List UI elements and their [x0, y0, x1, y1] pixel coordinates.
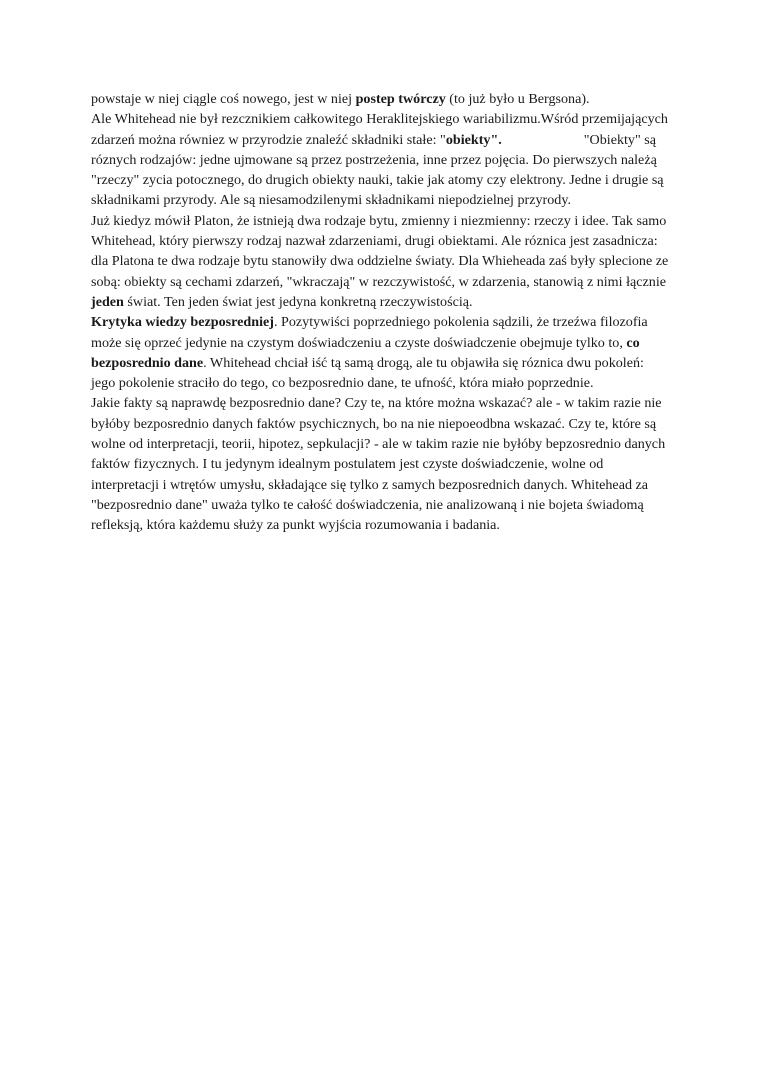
- text-line: [91, 231, 671, 251]
- text-line: [91, 190, 671, 210]
- text-segment: faktów fizycznych. I tu jedynym idealnym postulatem jest czyste doświadczenie, wolne od: [91, 456, 604, 473]
- bold-text: postep twórczy: [355, 91, 446, 107]
- text-segment: "rzeczy" zycia potocznego, do drugich obiekty nauki, takie jak atomy czy elektrony. Jedne i drugie są: [91, 172, 664, 189]
- text-line: [91, 434, 671, 454]
- text-line: [91, 251, 671, 271]
- text-line: [91, 373, 671, 393]
- text-segment: byłóby bezposrednio danych faktów psychicznych, bo na nie niepoeodbna wskazać. Czy te, które są: [91, 415, 657, 432]
- text-segment: zdarzeń można równiez w przyrodzie znaleźć składniki stałe: ": [91, 131, 446, 148]
- text-segment: refleksją, która każdemu służy za punkt wyjścia rozumowania i badania.: [91, 517, 500, 534]
- text-segment: wolne od interpretacji, teorii, hipotez, sepkulacji? - ale w takim razie nie byłóby bepzosrednio danych: [91, 436, 666, 453]
- text-line: [91, 495, 671, 515]
- text-segment: "Obiekty" są: [583, 131, 656, 148]
- text-line: [91, 130, 671, 150]
- text-segment: Już kiedyz mówił Platon, że istnieją dwa rodzaje bytu, zmienny i niezmienny: rzeczy i idee. Tak samo: [91, 212, 667, 229]
- bold-text: co: [626, 334, 640, 351]
- text-segment: róznych rodzajów: jedne ujmowane są przez postrzeżenia, inne przez pojęcia. Do pierwszych należą: [91, 151, 657, 168]
- text-line: [91, 109, 671, 129]
- text-line: [91, 170, 671, 190]
- text-line: [91, 414, 671, 434]
- text-line: [91, 150, 671, 170]
- text-segment: Jakie fakty są naprawdę bezposrednio dane? Czy te, na które można wskazać? ale - w takim razie nie: [91, 395, 662, 412]
- text-line: [91, 272, 671, 292]
- text-line: [91, 333, 671, 353]
- text-line: [91, 292, 671, 312]
- text-segment: powstaje w niej ciągle coś nowego, jest w niej: [91, 91, 356, 107]
- text-segment: sobą: obiekty są cechami zdarzeń, "wkraczają" w rezczywistość, w zdarzenia, stanowią z nimi łącznie: [91, 273, 666, 290]
- text-segment: Ale Whitehead nie był rezcznikiem całkowitego Heraklitejskiego wariabilizmu.Wśród przemijających: [91, 111, 668, 128]
- text-segment: . Pozytywiści poprzedniego pokolenia sądzili, że trzeźwa filozofia: [273, 314, 648, 331]
- text-line: [91, 393, 671, 413]
- text-segment: jego pokolenie straciło do tego, co bezposrednio dane, te ufność, która miało poprzednie.: [91, 375, 594, 392]
- text-line: [91, 211, 671, 231]
- text-line: [91, 454, 671, 474]
- bold-text: Krytyka wiedzy bezposredniej: [91, 314, 274, 331]
- text-segment: Whitehead, który pierwszy rodzaj nazwał zdarzeniami, drugi obiektami. Ale róznica jest zasadnicza:: [91, 233, 658, 250]
- text-line: [91, 475, 671, 495]
- text-segment: dla Platona te dwa rodzaje bytu stanowiły dwa oddzielne światy. Dla Whieheada zaś były splecione ze: [91, 253, 669, 270]
- text-line: [91, 515, 671, 535]
- text-segment: interpretacji i wtrętów umysłu, składające się tylko z samych bezposrednich danych. Whitehead za: [91, 476, 649, 493]
- text-segment: świat. Ten jeden świat jest jedyna konkretną rzeczywistością.: [123, 293, 473, 310]
- bold-text: bezposrednio dane: [91, 354, 204, 371]
- text-line: [91, 89, 671, 109]
- text-line: [91, 353, 671, 373]
- text-segment: może się oprzeć jedynie na czystym doświadczeniu a czyste doświadczenie obejmuje tylko to,: [91, 334, 627, 351]
- text-segment: . Whitehead chciał iść tą samą drogą, ale tu objawiła się róznica dwu pokoleń:: [203, 354, 644, 371]
- bold-text: jeden: [91, 293, 124, 310]
- body-text: [91, 89, 671, 536]
- text-line: [91, 312, 671, 332]
- text-segment: (to już było u Bergsona).: [445, 91, 590, 107]
- bold-text: obiekty".: [445, 131, 502, 148]
- text-segment: "bezposrednio dane" uważa tylko te całość doświadczenia, nie analizowaną i nie bojeta świadomą: [91, 496, 644, 513]
- text-segment: składnikami przyrody. Ale są niesamodzilenymi składnikami niepodzielnej przyrody.: [91, 192, 571, 209]
